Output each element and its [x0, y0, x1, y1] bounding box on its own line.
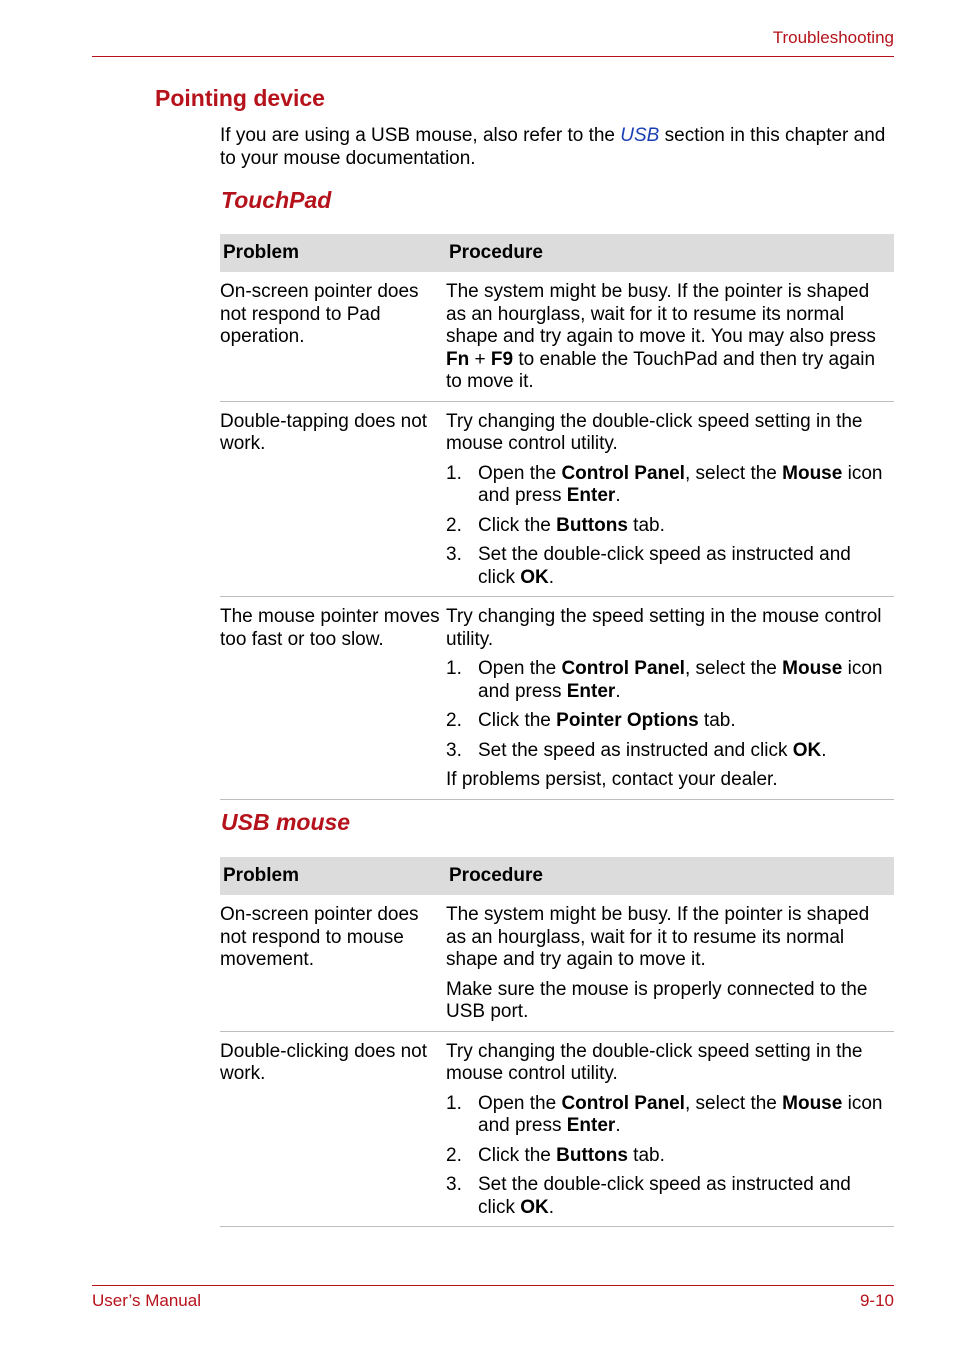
- text-run: The system might be busy. If the pointer is shaped as an hourglass, wait for it to resume its normal shape and try again to move it. You may also press: [446, 281, 876, 347]
- step-text: [478, 515, 888, 538]
- page-number: 9-10: [859, 1291, 894, 1310]
- procedure-paragraph: [446, 606, 888, 651]
- text-run: Set the double-click speed as instructed and click: [478, 1174, 851, 1218]
- touchpad-rows: [220, 272, 894, 799]
- table-header-row: [220, 857, 894, 895]
- bold-term: OK: [520, 1196, 549, 1218]
- procedure-paragraph: [446, 904, 888, 972]
- text-run: Click the: [478, 710, 557, 731]
- procedure-step: [446, 710, 888, 733]
- bold-term: Enter: [566, 485, 616, 506]
- table-row: [220, 1031, 894, 1227]
- step-text: [478, 544, 888, 589]
- footer-manual-title: User’s Manual: [92, 1291, 201, 1310]
- step-number: 2.: [446, 710, 462, 731]
- problem-cell: Double-tapping does not work.: [220, 401, 446, 597]
- procedure-paragraph: [446, 769, 888, 792]
- running-header: Troubleshooting: [772, 28, 894, 47]
- bold-term: Buttons: [556, 1144, 628, 1166]
- intro-paragraph: [220, 124, 900, 170]
- text-run: +: [469, 348, 491, 370]
- usb-mouse-table: [220, 857, 894, 1227]
- procedure-step: [446, 515, 888, 538]
- text-run: Try changing the speed setting in the mouse control utility.: [446, 606, 882, 650]
- text-run: , select the: [684, 462, 783, 484]
- table-row: [220, 401, 894, 597]
- text-run: Set the double-click speed as instructed and click: [478, 544, 851, 588]
- intro-text-before: If you are using a USB mouse, also refer to the: [220, 125, 621, 146]
- text-run: , select the: [684, 1092, 783, 1114]
- procedure-step: [446, 1093, 888, 1138]
- step-number: 3.: [446, 544, 462, 565]
- text-run: The system might be busy. If the pointer is shaped as an hourglass, wait for it to resume its normal shape and try again to move it.: [446, 904, 870, 970]
- text-run: Set the speed as instructed and click: [478, 739, 793, 761]
- footer-rule: [92, 1285, 894, 1286]
- bold-term: Mouse: [782, 1092, 843, 1114]
- step-number: 3.: [446, 739, 462, 761]
- text-run: Open the: [478, 1092, 562, 1114]
- step-text: [478, 463, 888, 508]
- step-text: [478, 1145, 888, 1168]
- step-number: 2.: [446, 514, 462, 536]
- procedure-step: [446, 1145, 888, 1168]
- bold-term: Enter: [566, 1115, 616, 1136]
- column-header-procedure: Procedure: [446, 857, 894, 895]
- procedure-content: [446, 1041, 888, 1220]
- text-run: tab.: [627, 1144, 665, 1166]
- bold-term: Pointer Options: [556, 710, 699, 731]
- procedure-step: [446, 740, 888, 763]
- touchpad-heading: TouchPad: [221, 187, 332, 213]
- procedure-step: [446, 658, 888, 703]
- usb-mouse-heading: USB mouse: [221, 809, 351, 835]
- problem-cell: Double-clicking does not work.: [220, 1031, 446, 1227]
- text-run: If problems persist, contact your dealer.: [446, 769, 778, 790]
- text-run: , select the: [684, 658, 783, 679]
- step-number: 1.: [446, 658, 462, 679]
- text-run: tab.: [698, 710, 736, 731]
- text-run: .: [548, 1196, 555, 1218]
- step-number: 1.: [446, 1092, 462, 1114]
- table-row: [220, 272, 894, 401]
- column-header-procedure: Procedure: [446, 234, 894, 272]
- text-run: Click the: [478, 514, 557, 536]
- procedure-step: [446, 544, 888, 589]
- text-run: Try changing the double-click speed setting in the mouse control utility.: [446, 410, 863, 454]
- touchpad-table: [220, 234, 894, 800]
- step-text: [478, 710, 888, 733]
- step-text: [478, 1174, 888, 1219]
- text-run: Open the: [478, 462, 562, 484]
- bold-term: Control Panel: [561, 1092, 685, 1114]
- usb-link[interactable]: USB: [620, 125, 660, 146]
- procedure-content: [446, 281, 888, 394]
- procedure-content: [446, 904, 888, 1024]
- procedure-content: [446, 411, 888, 590]
- procedure-paragraph: [446, 411, 888, 456]
- step-number: 3.: [446, 1174, 462, 1195]
- step-text: [478, 658, 888, 703]
- bold-term: F9: [490, 348, 514, 370]
- procedure-step: [446, 463, 888, 508]
- step-text: [478, 1093, 888, 1138]
- text-run: Click the: [478, 1144, 557, 1166]
- step-text: [478, 740, 888, 763]
- bold-term: Buttons: [556, 514, 628, 536]
- text-run: .: [615, 485, 621, 506]
- text-run: icon and press: [478, 1092, 883, 1136]
- text-run: .: [821, 739, 827, 761]
- text-run: icon and press: [478, 658, 883, 702]
- step-number: 2.: [446, 1144, 462, 1166]
- bold-term: Enter: [566, 680, 616, 702]
- bold-term: Fn: [446, 348, 470, 370]
- problem-cell: On-screen pointer does not respond to Pad operation.: [220, 272, 446, 401]
- text-run: icon and press: [478, 462, 883, 506]
- text-run: Try changing the double-click speed setting in the mouse control utility.: [446, 1040, 863, 1084]
- text-run: .: [615, 1115, 621, 1136]
- text-run: .: [548, 566, 555, 588]
- table-row: [220, 597, 894, 800]
- procedure-cell: [446, 272, 894, 401]
- procedure-content: [446, 606, 888, 792]
- procedure-cell: [446, 597, 894, 800]
- bold-term: Control Panel: [561, 658, 685, 679]
- procedure-paragraph: [446, 1041, 888, 1086]
- procedure-steps: [446, 463, 888, 590]
- bold-term: OK: [792, 739, 822, 761]
- procedure-cell: [446, 895, 894, 1031]
- text-run: .: [615, 680, 621, 702]
- procedure-steps: [446, 658, 888, 762]
- table-row: [220, 895, 894, 1031]
- problem-cell: On-screen pointer does not respond to mouse movement.: [220, 895, 446, 1031]
- column-header-problem: Problem: [220, 857, 446, 895]
- column-header-problem: Problem: [220, 234, 446, 272]
- procedure-paragraph: [446, 281, 888, 394]
- text-run: tab.: [627, 514, 665, 536]
- table-header-row: [220, 234, 894, 272]
- bold-term: OK: [520, 566, 549, 588]
- bold-term: Control Panel: [561, 462, 685, 484]
- problem-cell: The mouse pointer moves too fast or too slow.: [220, 597, 446, 800]
- text-run: to enable the TouchPad and then try again to move it.: [446, 348, 876, 392]
- text-run: Open the: [478, 658, 562, 679]
- procedure-paragraph: [446, 979, 888, 1024]
- usb-mouse-rows: [220, 895, 894, 1227]
- procedure-steps: [446, 1093, 888, 1220]
- procedure-cell: [446, 401, 894, 597]
- procedure-step: [446, 1174, 888, 1219]
- header-rule: [92, 56, 894, 57]
- bold-term: Mouse: [782, 658, 843, 679]
- text-run: Make sure the mouse is properly connected to the USB port.: [446, 978, 868, 1022]
- procedure-cell: [446, 1031, 894, 1227]
- section-title: Pointing device: [155, 85, 325, 111]
- step-number: 1.: [446, 462, 462, 484]
- bold-term: Mouse: [782, 462, 843, 484]
- intro-text-after: section in this chapter and to your mouse documentation.: [220, 125, 886, 169]
